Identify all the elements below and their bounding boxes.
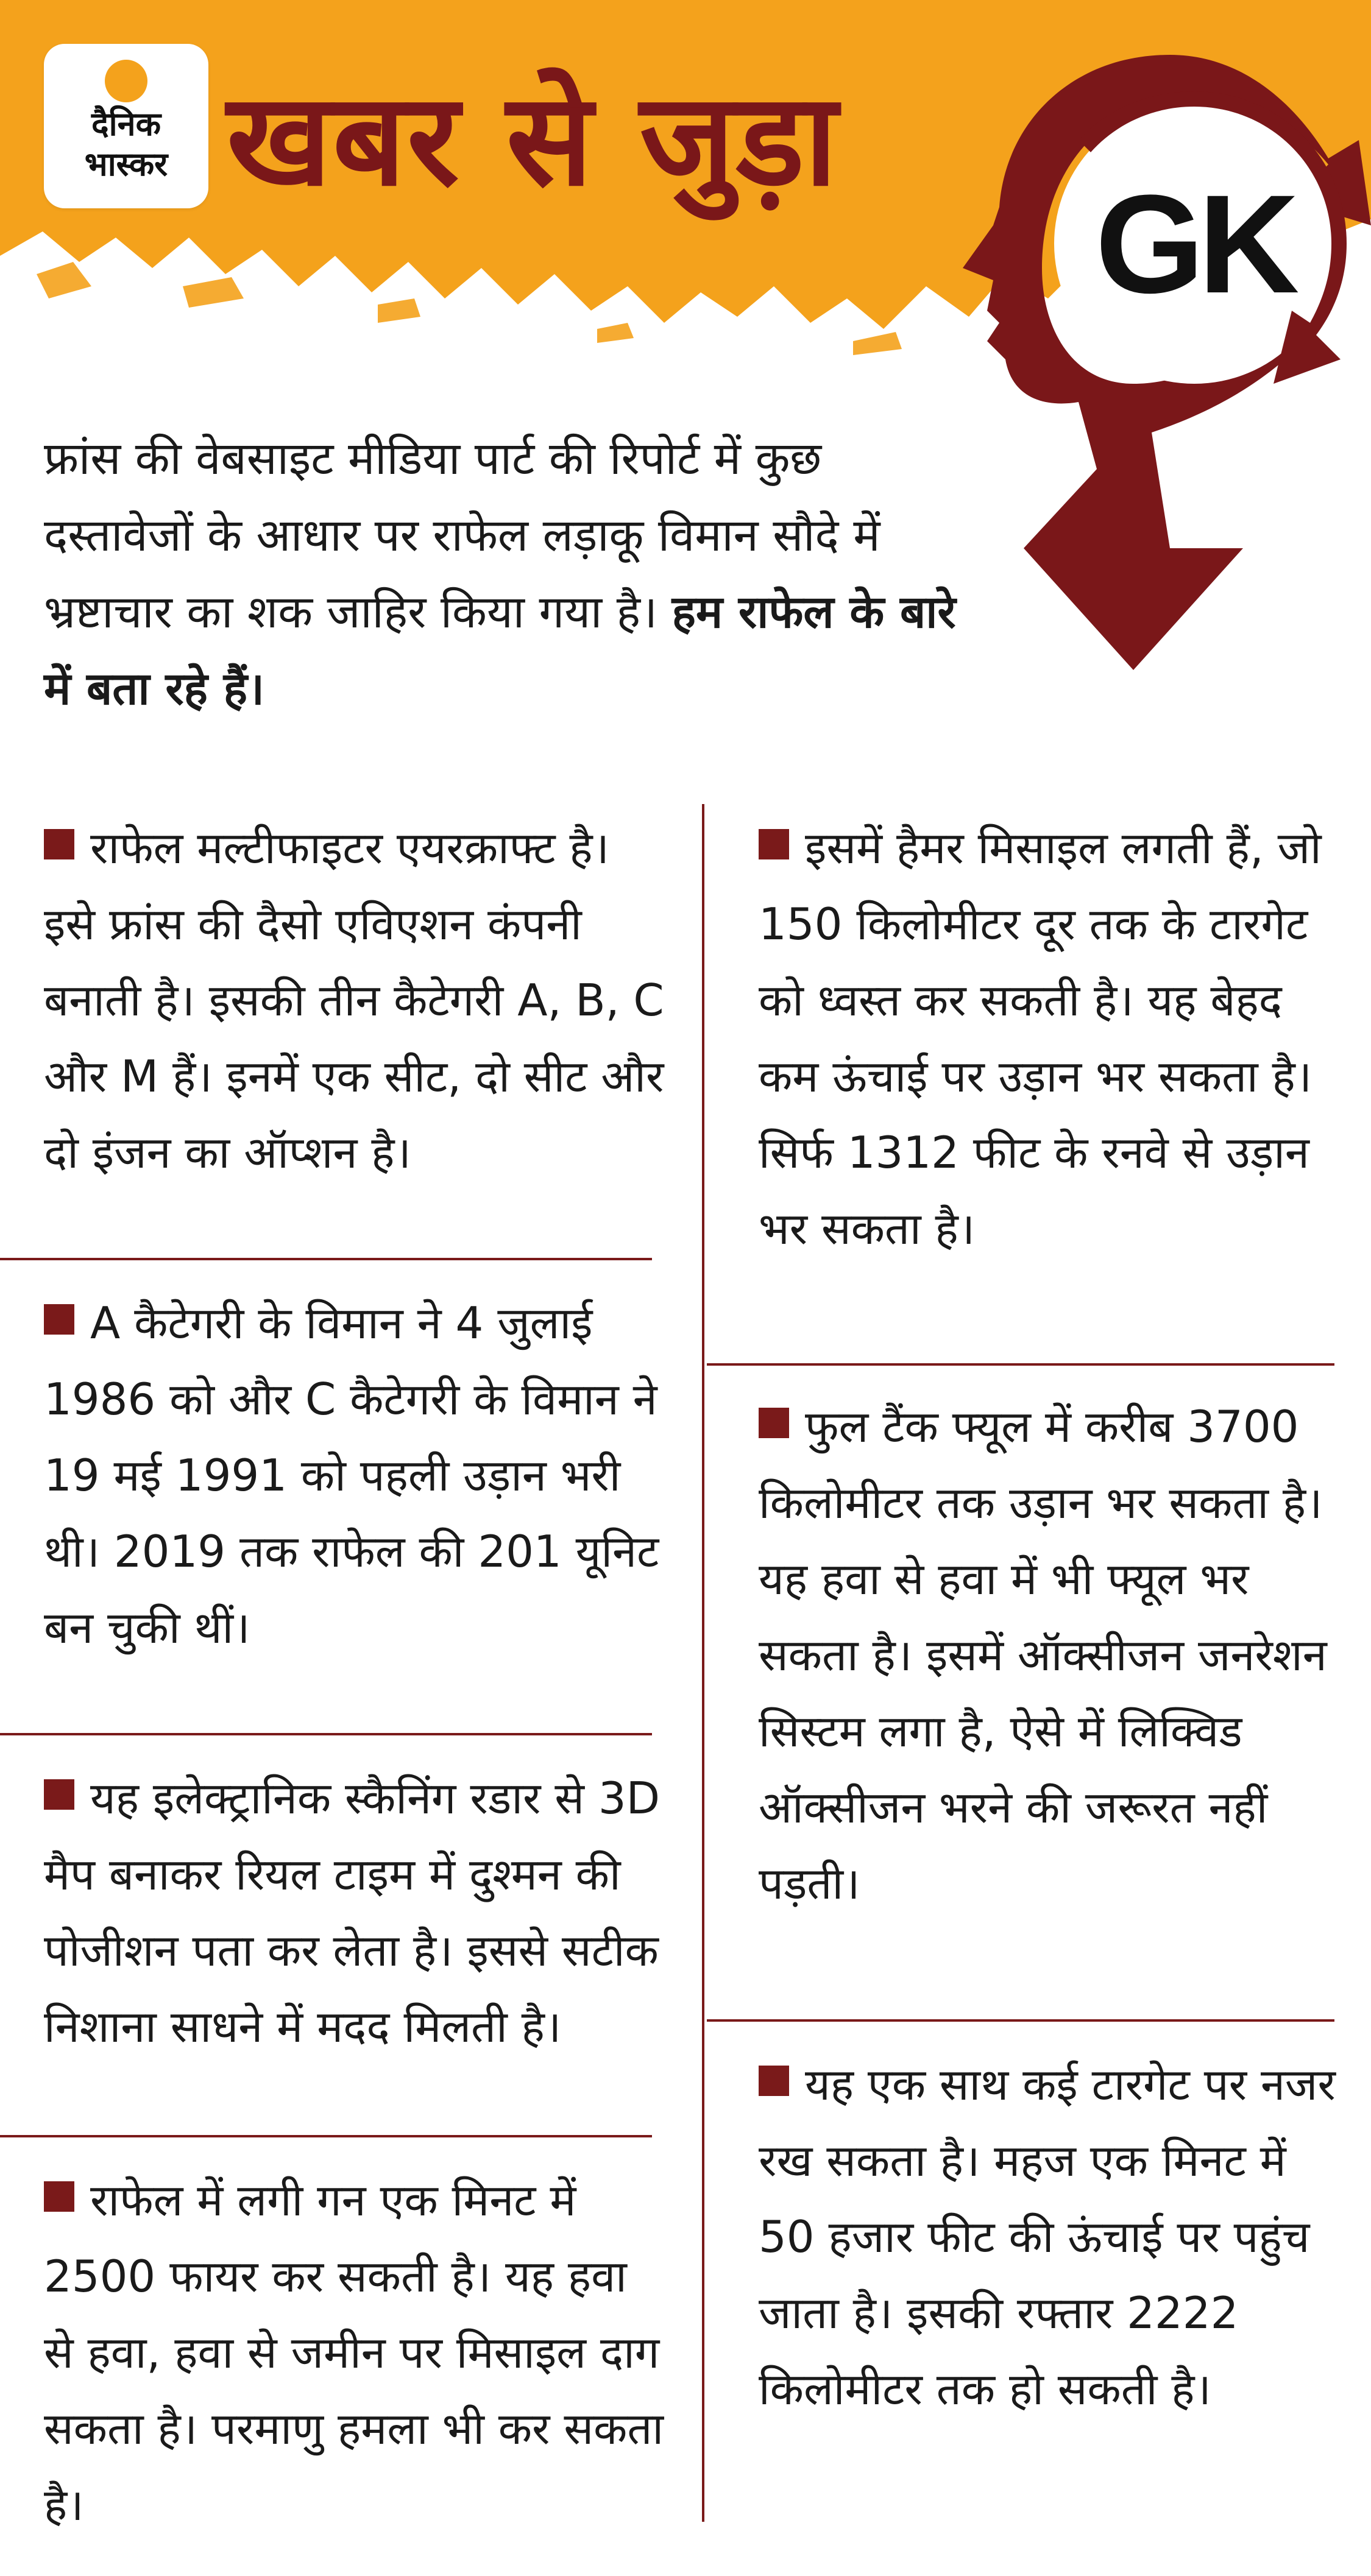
right-point-3	[759, 2047, 1344, 2427]
left-separator-2	[0, 1733, 652, 1735]
logo-line-1: दैनिक	[91, 105, 161, 143]
left-separator-3	[0, 2135, 652, 2137]
left-point-2-text: A कैटेगरी के विमान ने 4 जुलाई 1986 को और C कैटेगरी के विमान ने 19 मई 1991 को पहली उड़ान भरी थी। 2019 तक राफेल की 201 यूनिट बन चुकी थीं।	[44, 1297, 659, 1653]
right-point-2	[759, 1389, 1344, 1922]
square-bullet-icon	[759, 1408, 789, 1438]
intro-text: फ्रांस की वेबसाइट मीडिया पार्ट की रिपोर्ट में कुछ दस्तावेजों के आधार पर राफेल लड़ाकू विमान सौदे में भ्रष्टाचार का शक जाहिर किया गया है।	[44, 432, 880, 638]
left-point-1	[44, 810, 665, 1191]
right-point-3-text: यह एक साथ कई टारगेट पर नजर रख सकता है। महज एक मिनट में 50 हजार फीट की ऊंचाई पर पहुंच जाता है। इसकी रफ्तार 2222 किलोमीटर तक हो सकती है।	[759, 2059, 1336, 2415]
square-bullet-icon	[44, 2181, 74, 2212]
logo-line-2: भास्कर	[84, 145, 168, 183]
right-separator-1	[707, 1363, 1334, 1366]
square-bullet-icon	[759, 2066, 789, 2096]
right-separator-2	[707, 2019, 1334, 2022]
intro-paragraph	[44, 420, 982, 727]
left-point-1-text: राफेल मल्टीफाइटर एयरक्राफ्ट है। इसे फ्रांस की दैसो एविएशन कंपनी बनाती है। इसकी तीन कैटेगरी A, B, C और M हैं। इनमें एक सीट, दो सीट और दो इंजन का ऑप्शन है।	[44, 822, 664, 1178]
square-bullet-icon	[44, 1304, 74, 1335]
left-point-3-text: यह इलेक्ट्रानिक स्कैनिंग रडार से 3D मैप बनाकर रियल टाइम में दुश्मन की पोजीशन पता कर लेता है। इससे सटीक निशाना साधने में मदद मिलती है।	[44, 1773, 661, 2052]
right-point-2-text: फुल टैंक फ्यूल में करीब 3700 किलोमीटर तक उड़ान भर सकता है। यह हवा से हवा में भी फ्यूल भर सकता है। इसमें ऑक्सीजन जनरेशन सिस्टम लगा है, ऐसे में लिक्विड ऑक्सीजन भरने की जरूरत नहीं पड़ती।	[759, 1401, 1327, 1909]
left-separator-1	[0, 1258, 652, 1260]
intro-bold-text: हम राफेल के बारे में बता रहे हैं।	[44, 586, 956, 715]
right-point-1	[759, 810, 1344, 1267]
square-bullet-icon	[44, 829, 74, 859]
left-point-4	[44, 2162, 665, 2543]
gk-badge-text: GK	[1095, 166, 1294, 322]
sun-icon	[105, 60, 147, 102]
left-point-3	[44, 1760, 665, 2065]
left-point-2	[44, 1285, 665, 1666]
page-title: खबर से जुड़ा	[227, 65, 839, 214]
gk-head-arrow-illustration	[951, 43, 1371, 682]
square-bullet-icon	[759, 829, 789, 859]
square-bullet-icon	[44, 1779, 74, 1810]
left-point-4-text: राफेल में लगी गन एक मिनट में 2500 फायर कर सकती है। यह हवा से हवा, हवा से जमीन पर मिसाइल दाग सकता है। परमाणु हमला भी कर सकता है।	[44, 2175, 664, 2530]
dainik-bhaskar-logo	[44, 44, 208, 208]
column-divider	[702, 804, 704, 2522]
right-point-1-text: इसमें हैमर मिसाइल लगती हैं, जो 150 किलोमीटर दूर तक के टारगेट को ध्वस्त कर सकती है। यह बेहद कम ऊंचाई पर उड़ान भर सकता है। सिर्फ 1312 फीट के रनवे से उड़ान भर सकता है।	[759, 822, 1322, 1254]
